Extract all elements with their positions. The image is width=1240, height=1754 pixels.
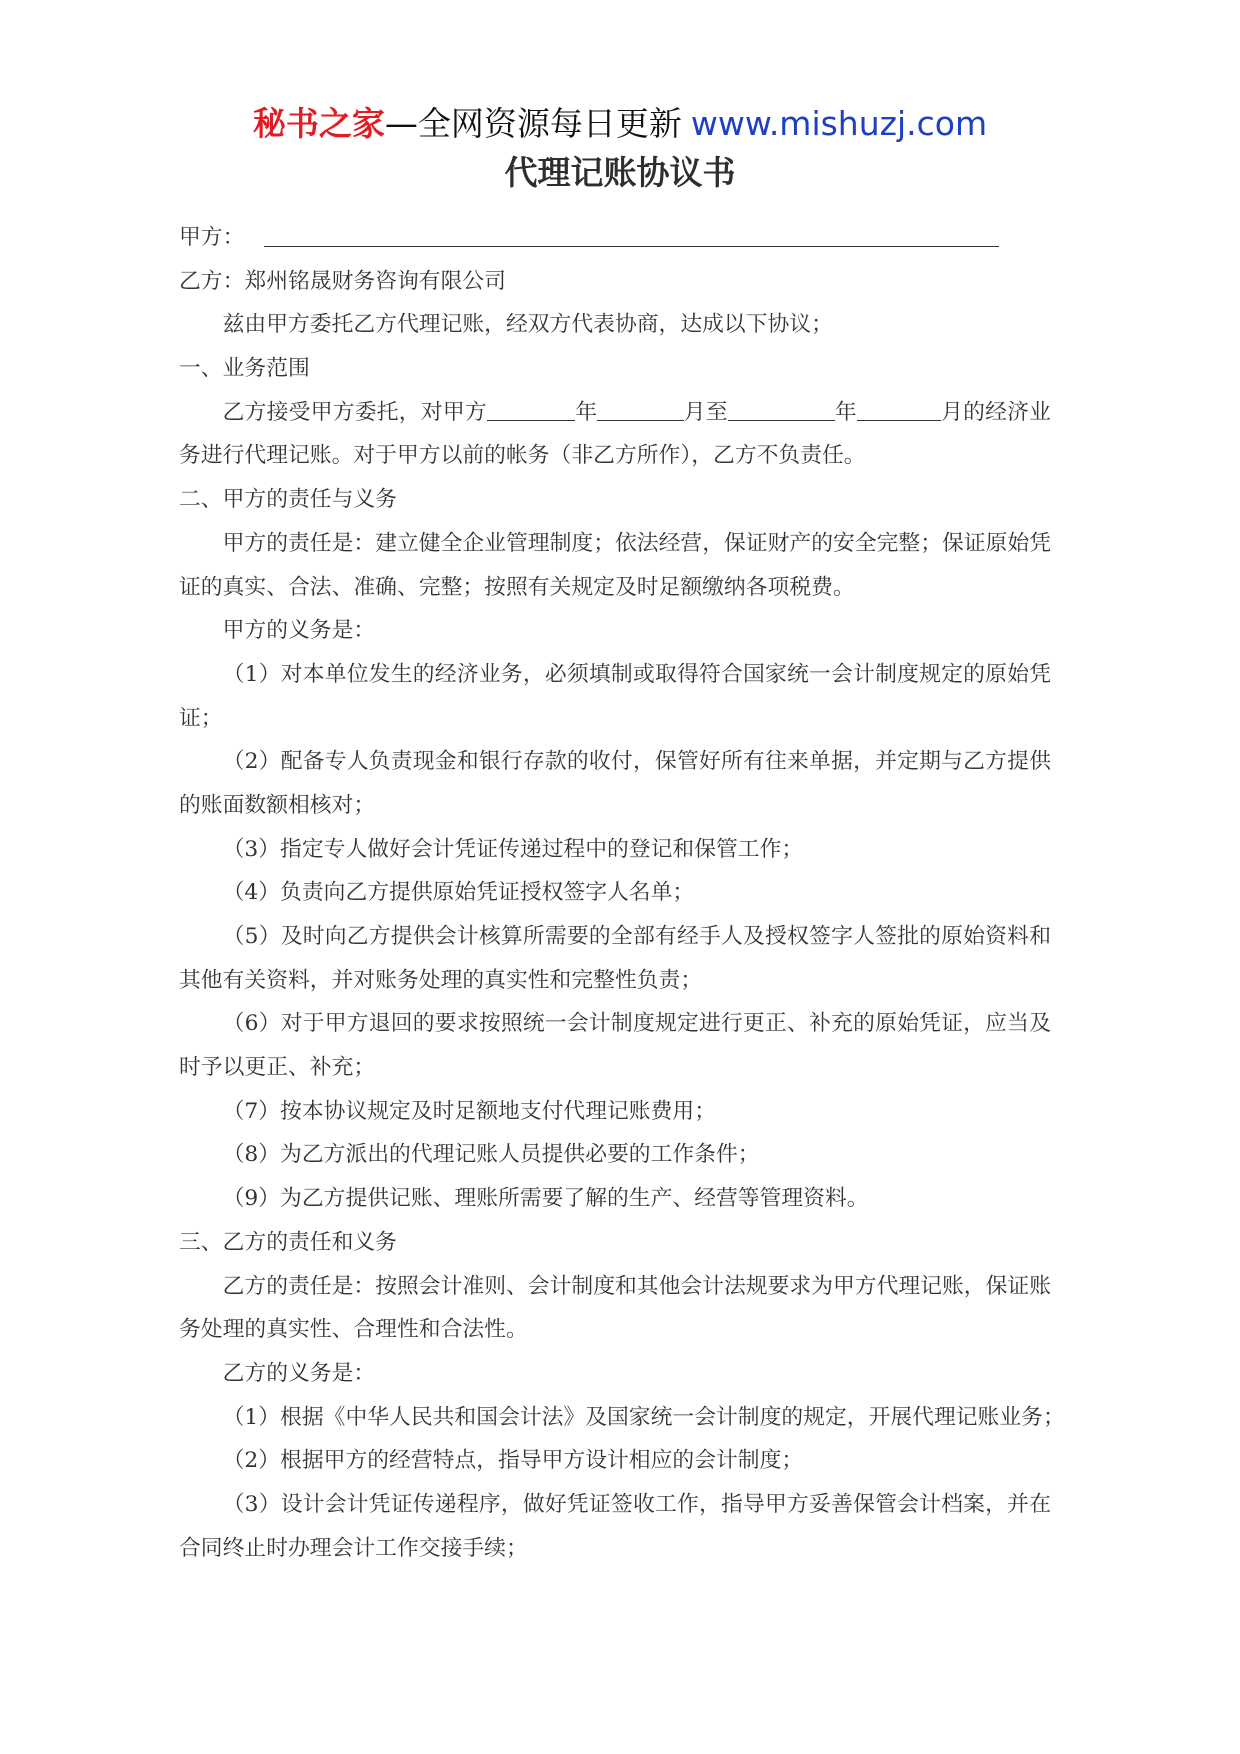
- party-a-duty-5: [179, 915, 1051, 1002]
- site-tagline: —全网资源每日更新: [384, 104, 682, 143]
- party-b-duties-intro: 乙方的义务是：: [222, 1360, 376, 1386]
- party-a-duty-2: [179, 740, 1051, 827]
- list-item-line: 的账面数额相核对；: [179, 792, 376, 818]
- end-year-label: 年: [834, 399, 857, 425]
- list-item-line: （1）对本单位发生的经济业务，必须填制或取得符合国家统一会计制度规定的原始凭: [222, 661, 1051, 687]
- list-item-line: 合同终止时办理会计工作交接手续；: [179, 1535, 528, 1561]
- party-b-responsibility: [179, 1265, 1051, 1352]
- party-a-duty-8: （8）为乙方派出的代理记账人员提供必要的工作条件；: [222, 1142, 760, 1168]
- start-month-blank: [597, 399, 683, 422]
- document-body: [179, 216, 1065, 1570]
- list-item-line: （6）对于甲方退回的要求按照统一会计制度规定进行更正、补充的原始凭证，应当及: [222, 1011, 1051, 1037]
- paragraph-line: 证的真实、合法、准确、完整；按照有关规定及时足额缴纳各项税费。: [179, 574, 855, 600]
- service-period-line: [179, 391, 1051, 435]
- scope-text-line1-end: 月的经济业: [940, 399, 1051, 425]
- party-b-duty-2: （2）根据甲方的经营特点，指导甲方设计相应的会计制度；: [222, 1448, 804, 1474]
- party-a-duty-1: [179, 653, 1051, 740]
- scope-text-start: 乙方接受甲方委托，对甲方: [222, 399, 487, 425]
- document-title: 代理记账协议书: [504, 153, 736, 192]
- paragraph-line: 甲方的责任是：建立健全企业管理制度；依法经营，保证财产的安全完整；保证原始凭: [222, 530, 1051, 556]
- party-a-line: [179, 216, 1051, 260]
- party-a-label: 甲方：: [179, 225, 245, 250]
- section-1-heading: 一、业务范围: [179, 356, 310, 382]
- party-b-duty-1: （1）根据《中华人民共和国会计法》及国家统一会计制度的规定，开展代理记账业务；: [222, 1404, 1065, 1430]
- month-to-label: 月至: [683, 399, 728, 425]
- paragraph-line: 乙方的责任是：按照会计准则、会计制度和其他会计法规要求为甲方代理记账，保证账: [222, 1273, 1051, 1299]
- party-a-duty-9: （9）为乙方提供记账、理账所需要了解的生产、经营等管理资料。: [222, 1186, 869, 1212]
- paragraph-line: 务处理的真实性、合理性和合法性。: [179, 1317, 528, 1343]
- party-a-duty-7: （7）按本协议规定及时足额地支付代理记账费用；: [222, 1098, 716, 1124]
- list-item-line: 证；: [179, 705, 223, 731]
- list-item-line: 时予以更正、补充；: [179, 1055, 376, 1081]
- end-month-blank: [857, 399, 941, 422]
- site-brand: 秘书之家: [252, 104, 385, 143]
- list-item-line: （5）及时向乙方提供会计核算所需要的全部有经手人及授权签字人签批的原始资料和: [222, 924, 1051, 949]
- party-a-name-blank: [264, 224, 999, 247]
- party-a-duty-4: （4）负责向乙方提供原始凭证授权签字人名单；: [222, 880, 695, 906]
- start-year-blank: [487, 399, 575, 422]
- preamble: 兹由甲方委托乙方代理记账，经双方代表协商，达成以下协议；: [222, 312, 833, 338]
- party-b-line: 乙方：郑州铭晟财务咨询有限公司: [179, 268, 506, 294]
- start-year-label: 年: [575, 399, 598, 425]
- list-item-line: （2）配备专人负责现金和银行存款的收付，保管好所有往来单据，并定期与乙方提供: [222, 749, 1051, 775]
- end-year-blank: [728, 399, 835, 422]
- party-a-responsibility: [179, 522, 1051, 609]
- section-2-heading: 二、甲方的责任与义务: [179, 487, 397, 513]
- party-a-duty-6: [179, 1002, 1051, 1089]
- party-a-duties-intro: 甲方的义务是：: [222, 618, 376, 644]
- list-item-line: 其他有关资料，并对账务处理的真实性和完整性负责；: [179, 967, 703, 993]
- party-a-duty-3: （3）指定专人做好会计凭证传递过程中的登记和保管工作；: [222, 836, 804, 862]
- site-url: www.mishuzj.com: [690, 104, 988, 143]
- section-3-heading: 三、乙方的责任和义务: [179, 1229, 397, 1255]
- party-b-duty-3: [179, 1483, 1051, 1570]
- site-banner: [0, 104, 1240, 144]
- list-item-line: （3）设计会计凭证传递程序，做好凭证签收工作，指导甲方妥善保管会计档案，并在: [222, 1491, 1051, 1517]
- service-scope-line-2: 务进行代理记账。对于甲方以前的帐务（非乙方所作），乙方不负责任。: [179, 443, 866, 469]
- service-scope-paragraph: [179, 391, 1051, 478]
